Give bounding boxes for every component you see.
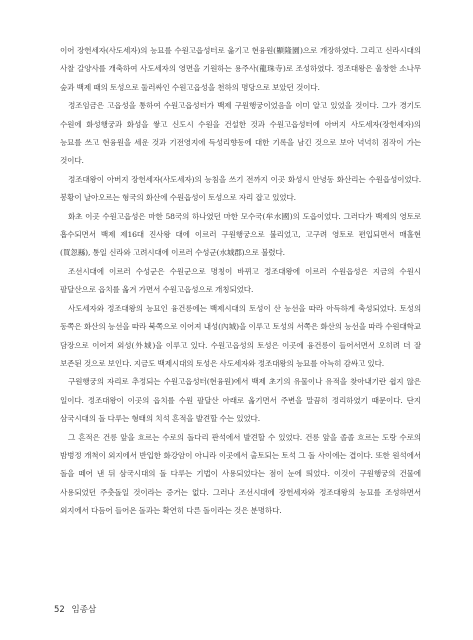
paragraph: 사도세자와 정조대왕의 능묘인 융건릉에는 백제시대의 토성이 산 능선을 따라 아득하게 축성되었다. 토성의 동쪽은 화산의 능선을 따라 북쪽으로 이어져 내성(內城)을 이루고 토성의 서쪽은 화산의 능선을 따라 수원대학교 담장으로 이어져 외성(外城)을 이루고 있다. 수원고읍성의 토성은 이곳에 융건릉이 들어서면서 오히려 더 잘 보존된 것으로 보인다. 지금도 백제시대의 토성은 사도세자와 정조대왕의 능묘를 아늑히 감싸고 있다. (60, 303, 421, 368)
paragraph: 정조대왕이 아버지 장헌세자(사도세자)의 능침을 쓰기 전까지 이곳 화성시 안녕동 화산리는 수원읍성이었다. 봉황이 날아오르는 형국의 화산에 수원읍성이 토성으로 자리 잡고 있었다. (60, 174, 421, 203)
page-number: 52 (54, 605, 65, 615)
paragraph: 구원행궁의 자리로 추정되는 수원고읍성터(현융원)에서 백제 초기의 유물이나 유적을 찾아내기란 쉽지 않은 일이다. 정조대왕이 이곳의 읍치를 수원 팔달산 아래로 옮기면서 주변을 말끔히 정리하였기 때문이다. 단지 삼국시대의 돌 다루는 형태의 치석 흔적을 발견할 수는 있었다. (60, 377, 421, 424)
author-name: 임종삼 (71, 605, 97, 615)
paragraph: 이어 장헌세자(사도세자)의 능묘를 수원고읍성터로 옮기고 현융원(顯隆園)으로 개장하였다. 그리고 신라시대의 사찰 갈양사를 개축하여 사도세자의 영면을 기원하는 용주사(龍珠寺)로 조성하였다. 정조대왕은 울창한 소나무 숲과 백제 때의 토성으로 둘러싸인 수원고읍성을 천하의 명당으로 보았던 것이다. (60, 46, 421, 92)
paragraph: 화초 이곳 수원고읍성은 마한 58국의 하나였던 마한 모수국(牟水國)의 도읍이었다. 그러다가 백제의 영토로 흡수되면서 백제 제16대 진사왕 대에 이르러 구원행궁으로 불리었고, 고구려 영토로 편입되면서 매홀현(買忽縣), 통일 신라와 고려시대에 이르러 수성군(水城郡)으로 불렸다. (60, 211, 421, 258)
body-text (60, 42, 421, 521)
page-footer (54, 603, 96, 615)
paragraph: 그 흔적은 건릉 앞을 흐르는 수로의 돌다리 판석에서 발견할 수 있었다. 건릉 앞을 졸졸 흐르는 도랑 수로의 밤벙정 개척이 외지에서 반입한 화강암이 아니라 이곳에서 출토되는 토석 그 돌 사이에는 겹이다. 또한 원석에서 돌을 떼어 낸 뒤 삼국시대의 돌 다루는 기법이 사용되었다는 점이 눈에 띄었다. 이것이 구원행궁의 건물에 사용되었던 주춧돌일 것이라는 증거는 없다. 그러나 조선시대에 장헌세자와 정조대왕의 능묘를 조성하면서 외지에서 다듬어 들어온 돌과는 확연히 다른 돌이라는 것은 분명하다. (60, 432, 421, 516)
paragraph: 정조임금은 고읍성을 통하여 수원고읍성터가 백제 구원행궁이었음을 이미 알고 있었을 것이다. 그가 경기도 수원에 화성행궁과 화성을 쌓고 신도시 수원을 건설한 것과 수원고읍성터에 아버지 사도세자(장헌세자)의 능묘를 쓰고 현융원을 세운 것과 기전영지에 득성리향동에 대한 기록을 남긴 것으로 보아 넉넉히 짐작이 가는 것이다. (60, 101, 421, 166)
paragraph: 조선시대에 이르러 수성군은 수원군으로 명칭이 바뀌고 정조대왕에 이르러 수원읍성은 지금의 수원시 팔달산으로 읍치를 옮겨 가면서 수원고읍성으로 개칭되었다. (60, 266, 421, 295)
